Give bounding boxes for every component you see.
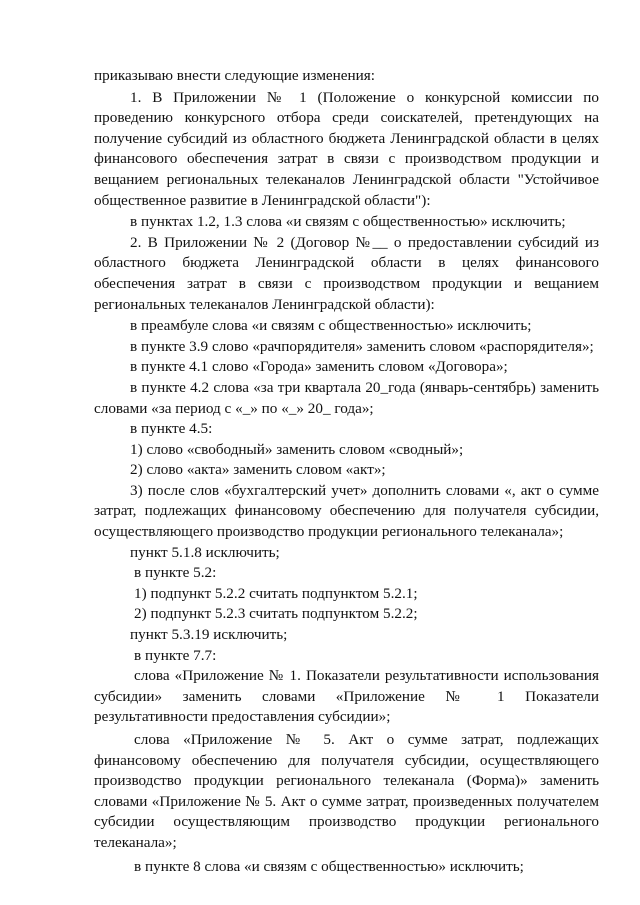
paragraph-1-1: в пунктах 1.2, 1.3 слова «и связям с общественностью» исключить; <box>130 213 566 231</box>
paragraph-2-14: в пункте 7.7: <box>134 646 217 664</box>
paragraph-2-11: 1) подпункт 5.2.2 считать подпунктом 5.2.1; <box>134 584 418 602</box>
paragraph-2-17: в пункте 8 слова «и связям с общественностью» исключить; <box>134 857 524 875</box>
paragraph-2-1: в преамбуле слова «и связям с общественностью» исключить; <box>130 317 532 335</box>
paragraph-2-2: в пункте 3.9 слово «рачпорядителя» заменить словом «распорядителя»; <box>130 337 594 355</box>
paragraph-1: 1. В Приложении № 1 (Положение о конкурсной комиссии по проведению конкурсного отбора среди соискателей, претендующих на получение субсидий из областного бюджета Ленинградской области в целях финансового обеспечения затрат в связи с производством продукции и вещанием региональных телеканалов Ленинградской области "Устойчивое общественное развитие в Ленинградской области"): <box>94 88 599 209</box>
intro-line: приказываю внести следующие изменения: <box>94 67 375 84</box>
paragraph-2: 2. В Приложении № 2 (Договор №__ о предоставлении субсидий из областного бюджета Ленинградской области в целях финансового обеспечения затрат в связи с производством продукции и вещанием региональных телеканалов Ленинградской области): <box>94 233 599 313</box>
paragraph-2-7: 2) слово «акта» заменить словом «акт»; <box>130 461 386 479</box>
paragraph-2-12: 2) подпункт 5.2.3 считать подпунктом 5.2.2; <box>134 605 418 623</box>
paragraph-2-16: слова «Приложение № 5. Акт о сумме затрат, подлежащих финансовому обеспечению для получателя субсидии, осуществляющего производство продукции регионального телеканала (Форма)» заменить словами «Приложение № 5. Акт о сумме затрат, произведенных получателем субсидии осуществляющим производство продукции регионального телеканала»; <box>94 731 599 851</box>
document-body <box>94 66 599 877</box>
paragraph-2-4: в пункте 4.2 слова «за три квартала 20_года (январь-сентябрь) заменить словами «за период с «_» по «_» 20_ года»; <box>94 378 599 417</box>
paragraph-2-6: 1) слово «свободный» заменить словом «сводный»; <box>130 440 464 458</box>
paragraph-2-13: пункт 5.3.19 исключить; <box>130 626 288 644</box>
paragraph-2-3: в пункте 4.1 слово «Города» заменить словом «Договора»; <box>130 358 508 376</box>
paragraph-2-9: пункт 5.1.8 исключить; <box>130 543 280 561</box>
paragraph-2-10: в пункте 5.2: <box>134 564 217 582</box>
paragraph-2-8: 3) после слов «бухгалтерский учет» дополнить словами «, акт о сумме затрат, подлежащих финансовому обеспечению для получателя субсидии, осуществляющего производство продукции регионального телеканала»; <box>94 481 599 541</box>
paragraph-2-15: слова «Приложение № 1. Показатели результативности использования субсидии» заменить словами «Приложение № 1 Показатели результативности предоставления субсидии»; <box>94 667 599 726</box>
paragraph-2-5: в пункте 4.5: <box>130 420 213 438</box>
